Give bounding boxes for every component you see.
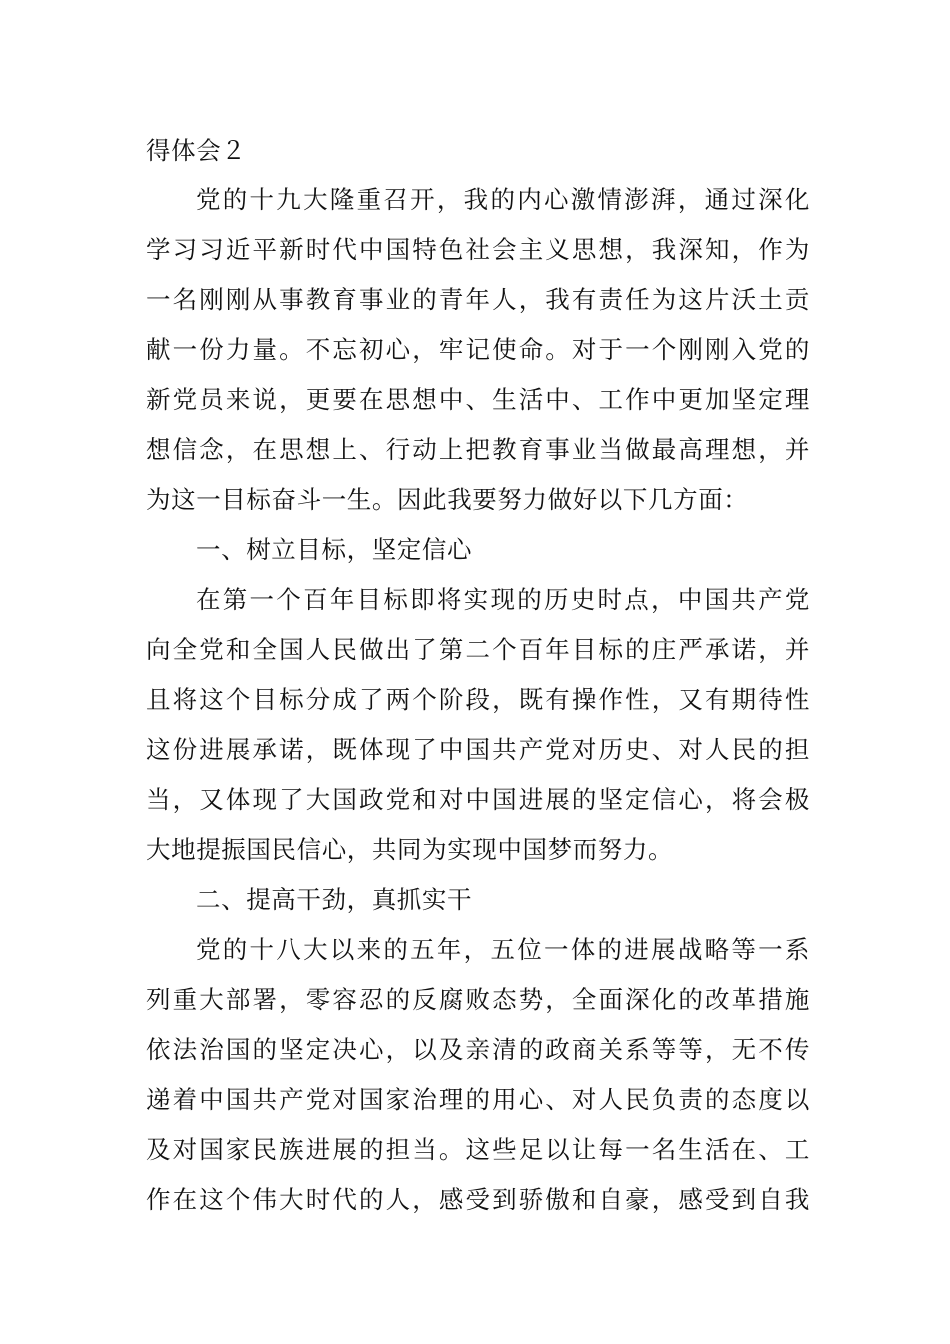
paragraph-1-line-2: 学习习近平新时代中国特色社会主义思想，我深知，作为 — [146, 235, 810, 264]
paragraph-2-line-5: 当，又体现了大国政党和对中国进展的坚定信心，将会极 — [146, 785, 810, 814]
paragraph-1-line-7: 为这一目标奋斗一生。因此我要努力做好以下几方面： — [146, 485, 749, 514]
paragraph-3-line-3: 依法治国的坚定决心，以及亲清的政商关系等等，无不传 — [146, 1035, 810, 1064]
paragraph-1-line-4: 献一份力量。不忘初心，牢记使命。对于一个刚刚入党的 — [146, 335, 810, 364]
section-heading-2: 二、提高干劲，真抓实干 — [196, 885, 473, 914]
paragraph-3-line-5: 及对国家民族进展的担当。这些足以让每一名生活在、工 — [146, 1135, 810, 1164]
paragraph-2-line-6: 大地提振国民信心，共同为实现中国梦而努力。 — [146, 835, 674, 864]
paragraph-3-line-6: 作在这个伟大时代的人，感受到骄傲和自豪，感受到自我 — [146, 1185, 810, 1214]
text-line-fragment: 得体会２ — [146, 136, 247, 165]
paragraph-1-line-5: 新党员来说，更要在思想中、生活中、工作中更加坚定理 — [146, 385, 810, 414]
section-heading-1: 一、树立目标，坚定信心 — [196, 535, 473, 564]
paragraph-3-line-2: 列重大部署，零容忍的反腐败态势，全面深化的改革措施 — [146, 985, 810, 1014]
paragraph-1-line-3: 一名刚刚从事教育事业的青年人，我有责任为这片沃土贡 — [146, 285, 810, 314]
paragraph-1-line-1: 党的十九大隆重召开，我的内心激情澎湃，通过深化 — [196, 185, 810, 214]
paragraph-2-line-3: 且将这个目标分成了两个阶段，既有操作性，又有期待性 — [146, 685, 810, 714]
paragraph-3-line-4: 递着中国共产党对国家治理的用心、对人民负责的态度以 — [146, 1085, 810, 1114]
paragraph-3-line-1: 党的十八大以来的五年，五位一体的进展战略等一系 — [196, 935, 810, 964]
paragraph-1-line-6: 想信念，在思想上、行动上把教育事业当做最高理想，并 — [146, 435, 810, 464]
paragraph-2-line-4: 这份进展承诺，既体现了中国共产党对历史、对人民的担 — [146, 735, 810, 764]
paragraph-2-line-1: 在第一个百年目标即将实现的历史时点，中国共产党 — [196, 585, 810, 614]
paragraph-2-line-2: 向全党和全国人民做出了第二个百年目标的庄严承诺，并 — [146, 635, 810, 664]
